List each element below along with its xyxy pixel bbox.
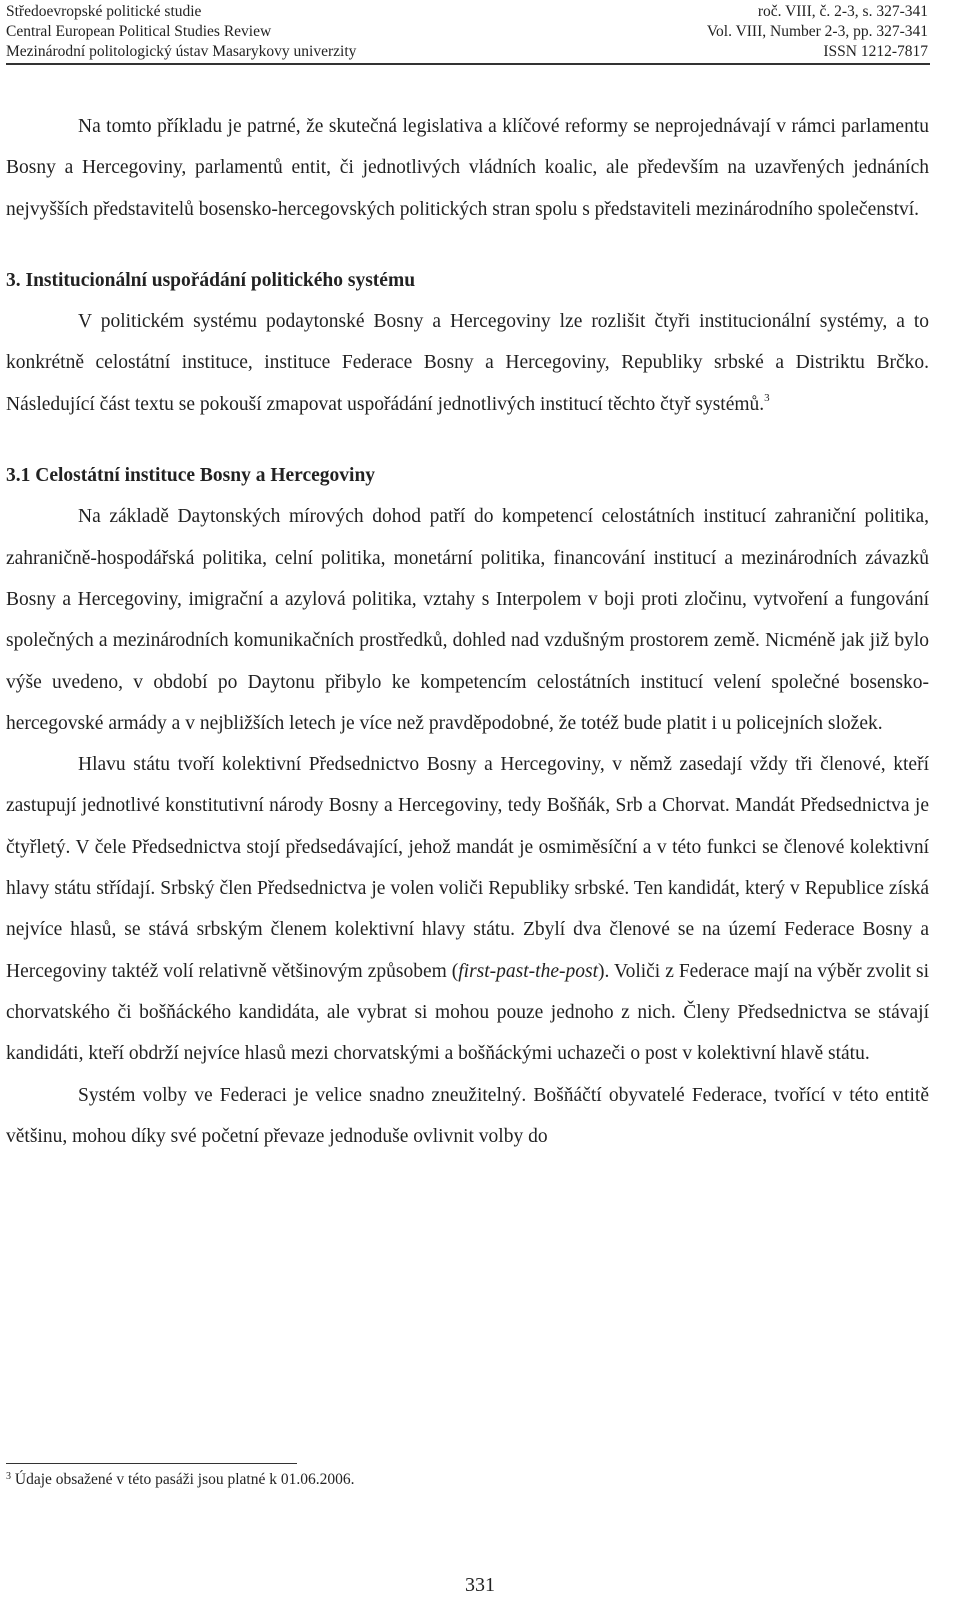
publisher: Mezinárodní politologický ústav Masarykovy univerzity (6, 43, 357, 60)
intro-paragraph: Na tomto příkladu je patrné, že skutečná legislativa a klíčové reformy se neprojednávají v rámci parlamentu Bosny a Hercegoviny, parlamentů entit, či jednotlivých vládních koalic, ale především na uzavřených jednáních nejvyšších představitelů bosensko-hercegovských politických stran spolu s představiteli mezinárodního společenství. (6, 116, 929, 220)
section-3-1-heading: 3.1 Celostátní instituce Bosny a Hercegoviny (6, 465, 376, 487)
page-number: 331 (465, 1574, 495, 1596)
section-3-1-paragraph-1: Na základě Daytonských mírových dohod patří do kompetencí celostátních institucí zahraniční politika, zahraničně-hospodářská politika, celní politika, monetární politika, financování institucí a mezinárodních závazků Bosny a Hercegoviny, imigrační a azylová politika, vztahy s Interpolem v boji proti zločinu, vytvoření a fungování společných a mezinárodních komunikačních prostředků, dohled nad vzdušným prostorem země. Nicméně jak již bylo výše uvedeno, v období po Daytonu přibylo ke kompetencím celostátních institucí velení společné bosensko-hercegovské armády a v nejbližších letech je více než pravděpodobné, že totéž bude platit i u policejních složek. (6, 506, 929, 734)
issue-info-en: Vol. VIII, Number 2-3, pp. 327-341 (706, 23, 928, 40)
footnote-reference[interactable]: 3 (764, 391, 770, 404)
header-divider (6, 63, 930, 65)
paragraph-2-text-before: Hlavu státu tvoří kolektivní Předsednictvo Bosny a Hercegoviny, v němž zasedají vždy tři členové, kteří zastupují jednotlivé konstitutivní národy Bosny a Hercegoviny, tedy Bošňák, Srb a Chorvat. Mandát Předsednictva je čtyřletý. V čele Předsednictva stojí předsedávající, jehož mandát je osmiměsíční a v této funkci se členové kolektivní hlavy státu střídají. Srbský člen Předsednictva je volen voliči Republiky srbské. Ten kandidát, který v Republice získá nejvíce hlasů, se stává srbským členem kolektivní hlavy státu. Zbylí dva členové se na území Federace Bosny a Hercegoviny taktéž volí relativně většinovým způsobem ( (6, 754, 929, 982)
section-3-1-paragraph-3: Systém volby ve Federaci je velice snadno zneužitelný. Bošňáčtí obyvatelé Federace, tvořící v této entitě většinu, mohou díky své početní převaze jednoduše ovlivnit volby do (6, 1084, 929, 1147)
paragraph-2-text-after: ). Voliči z Federace mají na výběr zvolit si chorvatského či bošňáckého kandidáta, ale vybrat si mohou pouze jednoho z nich. Členy Předsednictva se stávají kandidáti, kteří obdrží nejvíce hlasů mezi chorvatskými a bošňáckými uchazeči o post v kolektivní hlavě státu. (6, 960, 929, 1065)
section-3-heading: 3. Institucionální uspořádání politického systému (6, 269, 416, 291)
spacer (6, 230, 929, 260)
section-3-text: V politickém systému podaytonské Bosny a Hercegoviny lze rozlišit čtyři institucionální systémy, a to konkrétně celostátní instituce, instituce Federace Bosny a Hercegoviny, Republiky srbské a Distriktu Brčko. Následující část textu se pokouší zmapovat uspořádání jednotlivých institucí těchto čtyř systémů. (6, 311, 929, 415)
footnote-number: 3 (6, 1471, 11, 1482)
issn: ISSN 1212-7817 (823, 43, 928, 60)
journal-title-en: Central European Political Studies Review (6, 23, 272, 40)
main-text (6, 106, 929, 1157)
issue-info-cs: roč. VIII, č. 2-3, s. 327-341 (757, 3, 928, 20)
italic-term: first-past-the-post (458, 960, 598, 982)
footnote-text: Údaje obsažené v této pasáži jsou platné k 01.06.2006. (11, 1471, 355, 1488)
footnote-divider (6, 1463, 297, 1464)
section-3-paragraph (6, 301, 929, 425)
footnote (6, 1470, 355, 1490)
spacer (6, 425, 929, 455)
journal-title-cs: Středoevropské politické studie (6, 3, 202, 20)
section-3-1-paragraph-2 (6, 744, 929, 1074)
running-header (6, 2, 928, 62)
